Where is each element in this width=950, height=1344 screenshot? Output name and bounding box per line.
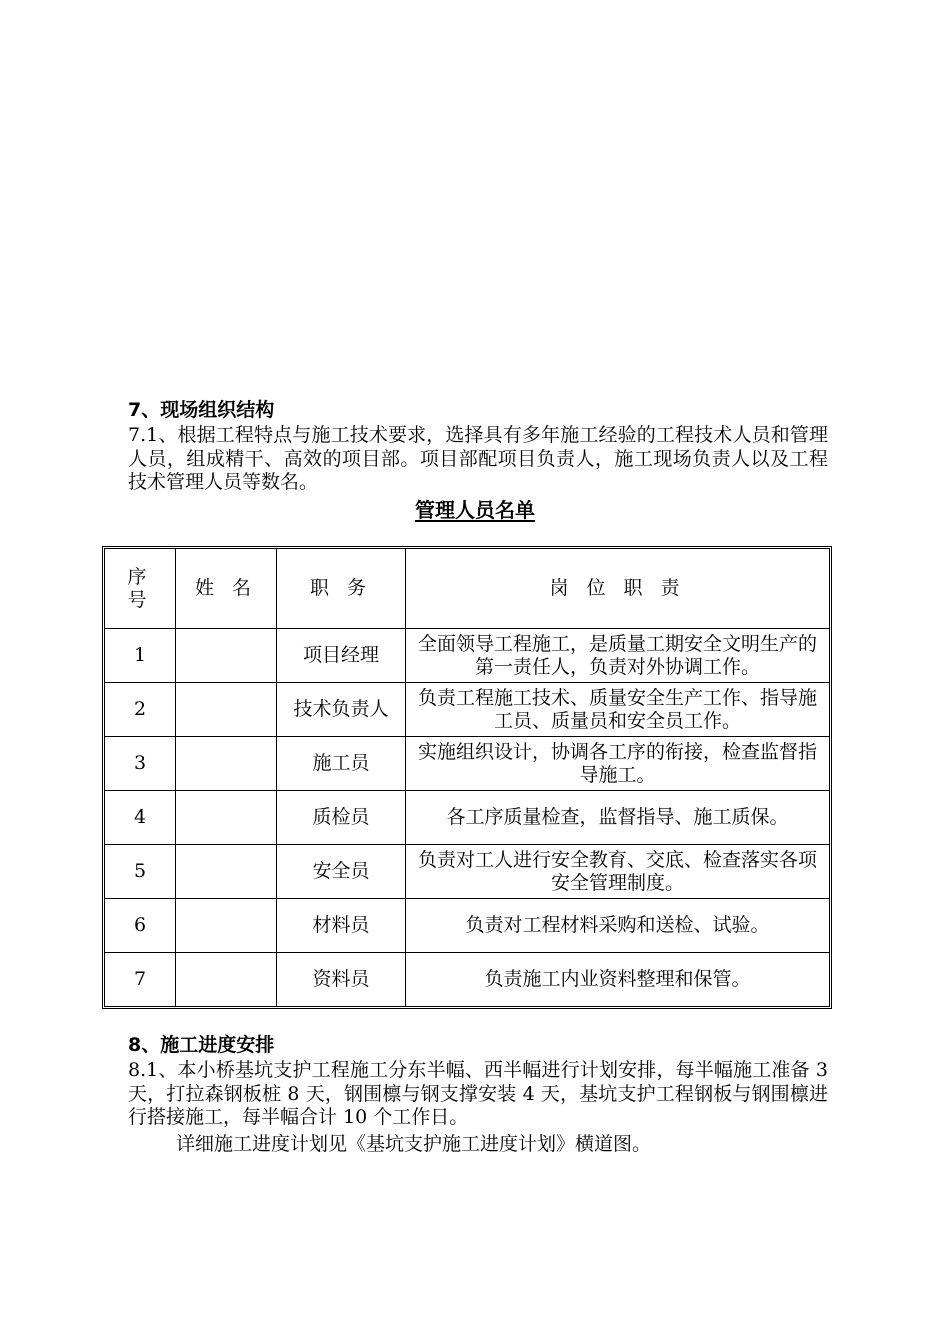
cell-name <box>176 845 277 899</box>
cell-name <box>176 953 277 1006</box>
table-row <box>105 683 829 737</box>
section-8-heading: 8、施工进度安排 <box>128 1034 275 1056</box>
cell-position: 安全员 <box>277 845 406 899</box>
table-row <box>105 953 829 1006</box>
table-row <box>105 737 829 791</box>
cell-name <box>176 899 277 953</box>
cell-no: 1 <box>105 629 176 683</box>
cell-duty: 实施组织设计，协调各工序的衔接，检查监督指导施工。 <box>406 737 829 791</box>
staff-table <box>102 546 832 1009</box>
cell-name <box>176 791 277 845</box>
section-8-paragraph: 8.1、本小桥基坑支护工程施工分东半幅、西半幅进行计划安排，每半幅施工准备 3 天，打拉森钢板桩 8 天，钢围檩与钢支撑安装 4 天，基坑支护工程钢板与钢围檩进行搭接施工，每半幅合计 10 个工作日。 <box>128 1059 828 1128</box>
table-title <box>0 497 950 523</box>
cell-no: 7 <box>105 953 176 1006</box>
cell-position: 材料员 <box>277 899 406 953</box>
header-cell-duty: 岗 位 职 责 <box>406 549 829 629</box>
cell-name <box>176 629 277 683</box>
cell-no: 4 <box>105 791 176 845</box>
header-cell-name: 姓 名 <box>176 549 277 629</box>
cell-duty: 负责施工内业资料整理和保管。 <box>484 968 751 990</box>
header-cell-no: 序 号 <box>105 549 176 629</box>
cell-position: 技术负责人 <box>277 683 406 737</box>
cell-duty: 负责对工人进行安全教育、交底、检查落实各项安全管理制度。 <box>406 845 829 899</box>
cell-no: 5 <box>105 845 176 899</box>
cell-duty: 负责对工程材料采购和送检、试验。 <box>406 899 829 953</box>
cell-no: 2 <box>105 683 176 737</box>
cell-duty: 负责工程施工技术、质量安全生产工作、指导施工员、质量员和安全员工作。 <box>406 683 829 737</box>
table-row <box>105 629 829 683</box>
header-cell-position: 职 务 <box>277 549 406 629</box>
table-header-row <box>105 549 829 629</box>
cell-name <box>176 737 277 791</box>
cell-name <box>176 683 277 737</box>
section-8-note: 详细施工进度计划见《基坑支护施工进度计划》横道图。 <box>176 1133 652 1155</box>
cell-no: 6 <box>105 899 176 953</box>
table-title-text: 管理人员名单 <box>415 498 535 522</box>
cell-position: 资料员 <box>277 953 406 1006</box>
section-7-heading: 7、现场组织结构 <box>128 399 275 421</box>
table-row <box>105 899 829 953</box>
cell-position: 项目经理 <box>277 629 406 683</box>
table-row <box>105 845 829 899</box>
section-7-paragraph: 7.1、根据工程特点与施工技术要求，选择具有多年施工经验的工程技术人员和管理人员，组成精干、高效的项目部。项目部配项目负责人，施工现场负责人以及工程技术管理人员等数名。 <box>128 424 828 493</box>
cell-duty: 各工序质量检查，监督指导、施工质保。 <box>406 791 829 845</box>
cell-no: 3 <box>105 737 176 791</box>
cell-duty: 全面领导工程施工，是质量工期安全文明生产的第一责任人，负责对外协调工作。 <box>406 629 829 683</box>
table-row <box>105 791 829 845</box>
cell-position: 质检员 <box>277 791 406 845</box>
cell-position: 施工员 <box>277 737 406 791</box>
